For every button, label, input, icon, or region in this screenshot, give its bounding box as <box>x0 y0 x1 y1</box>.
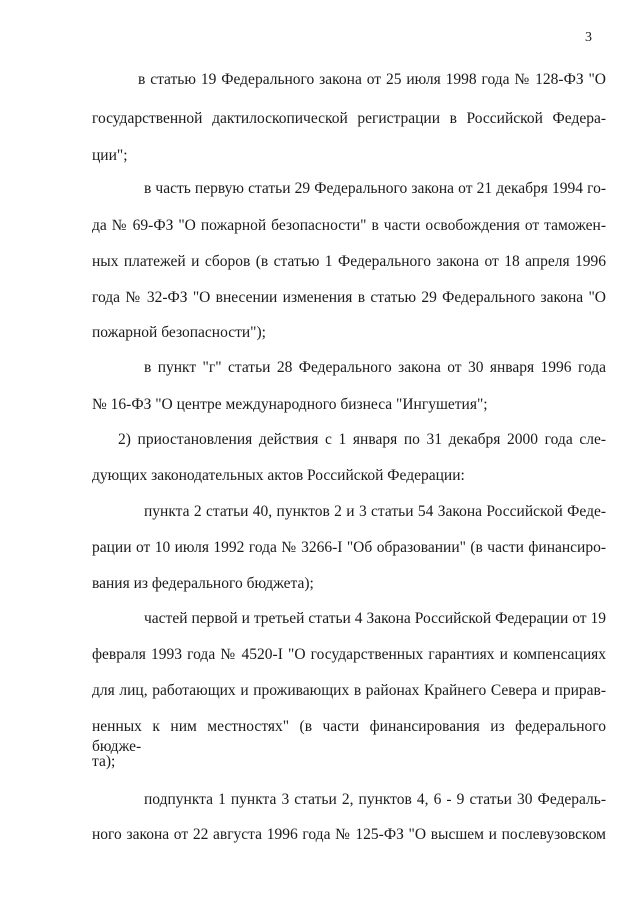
text-line: в пункт "г" статьи 28 Федерального закона от 30 января 1996 года <box>144 359 606 376</box>
text-line: ции"; <box>92 147 128 164</box>
page-number: 3 <box>585 30 592 45</box>
text-line: дующих законодательных актов Российской Федерации: <box>92 467 465 484</box>
text-line: частей первой и третьей статьи 4 Закона Российской Федерации от 19 <box>144 610 606 627</box>
text-line: в часть первую статьи 29 Федерального закона от 21 декабря 1994 го- <box>144 180 606 197</box>
text-line: 2) приостановления действия с 1 января по 31 декабря 2000 года сле- <box>118 431 606 448</box>
text-line: да № 69-ФЗ "О пожарной безопасности" в части освобождения от таможен- <box>92 217 606 234</box>
text-line: государственной дактилоскопической регистрации в Российской Федера- <box>92 110 606 127</box>
text-line: ненных к ним местностях" (в части финансирования из федерального бюдже- <box>92 718 606 755</box>
text-line: года № 32-ФЗ "О внесении изменения в статью 29 Федерального закона "О <box>92 289 606 306</box>
text-line: та); <box>92 753 116 770</box>
text-line: № 16-ФЗ "О центре международного бизнеса "Ингушетия"; <box>92 396 488 413</box>
text-line: вания из федерального бюджета); <box>92 575 314 592</box>
text-line: февраля 1993 года № 4520-I "О государственных гарантиях и компенсациях <box>92 646 606 663</box>
text-line: подпункта 1 пункта 3 статьи 2, пунктов 4, 6 - 9 статьи 30 Федераль- <box>144 791 606 808</box>
text-line: рации от 10 июля 1992 года № 3266-I "Об образовании" (в части финансиро- <box>92 539 606 556</box>
text-line: ных платежей и сборов (в статью 1 Федерального закона от 18 апреля 1996 <box>92 253 606 270</box>
text-line: в статью 19 Федерального закона от 25 июля 1998 года № 128-ФЗ "О <box>138 71 606 88</box>
text-line: для лиц, работающих и проживающих в районах Крайнего Севера и прирав- <box>92 682 606 699</box>
text-line: пожарной безопасности"); <box>92 324 266 341</box>
text-line: ного закона от 22 августа 1996 года № 125-ФЗ "О высшем и послевузовском <box>92 826 606 843</box>
text-line: пункта 2 статьи 40, пунктов 2 и 3 статьи 54 Закона Российской Феде- <box>144 503 606 520</box>
